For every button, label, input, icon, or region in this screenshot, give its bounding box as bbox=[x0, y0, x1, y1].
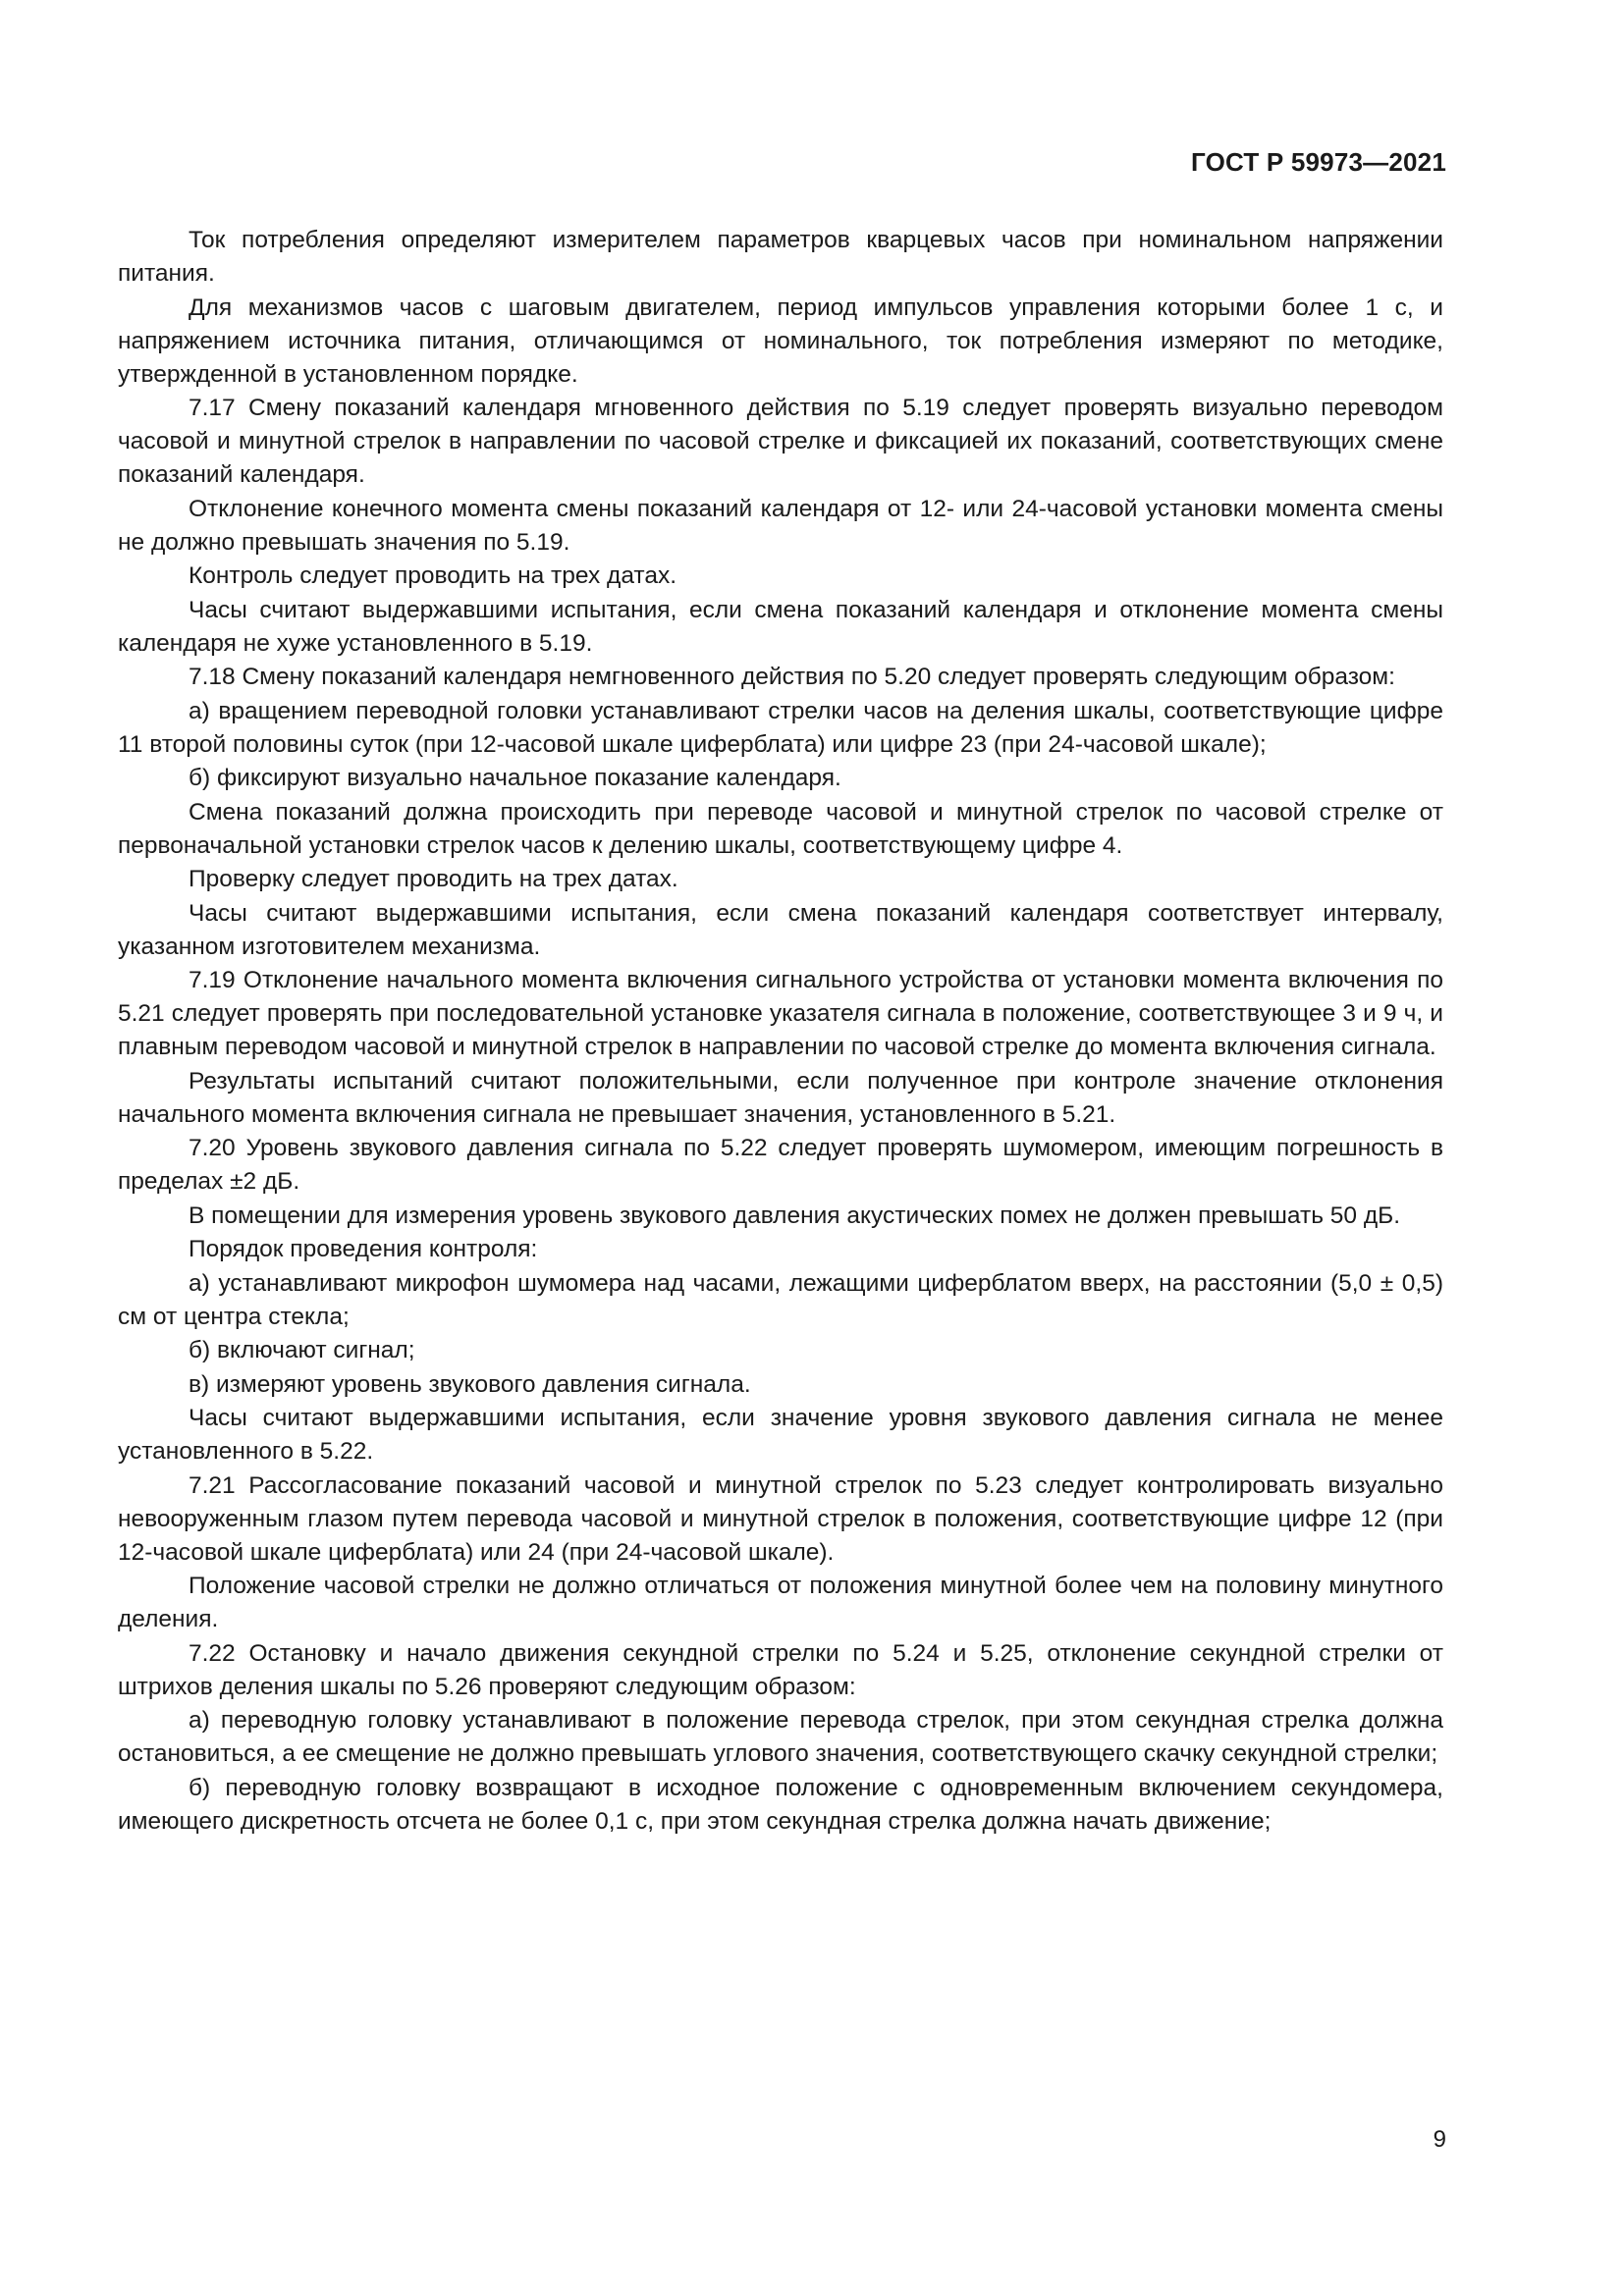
paragraph: Для механизмов часов с шаговым двигателем, период импульсов управления которыми более 1 с, и напряжением источника питания, отличающимся от номинального, ток потребления измеряют по методике, утвержденной в установленном порядке. bbox=[118, 294, 1443, 388]
paragraph: Результаты испытаний считают положительными, если полученное при контроле значение отклонения начального момента включения сигнала не превышает значения, установленного в 5.21. bbox=[118, 1067, 1443, 1128]
list-item: б) фиксируют визуально начальное показание календаря. bbox=[189, 765, 841, 791]
list-item: б) переводную головку возвращают в исходное положение с одновременным включением секундомера, имеющего дискретность отсчета не более 0,1 с, при этом секундная стрелка должна начать движение; bbox=[118, 1774, 1443, 1835]
paragraph-section-7-19: 7.19 Отклонение начального момента включения сигнального устройства от установки момента включения по 5.21 следует проверять при последовательной установке указателя сигнала в положение, соответствующее 3 и 9 ч, и плавным переводом часовой и минутной стрелок в направлении по часовой стрелке до момента включения сигнала. bbox=[118, 967, 1443, 1060]
list-item: а) устанавливают микрофон шумомера над часами, лежащими циферблатом вверх, на расстоянии (5,0 ± 0,5) см от центра стекла; bbox=[118, 1269, 1443, 1330]
paragraph-section-7-17: 7.17 Смену показаний календаря мгновенного действия по 5.19 следует проверять визуально переводом часовой и минутной стрелок в направлении по часовой стрелке и фиксацией их показаний, соответствующих смене показаний календаря. bbox=[118, 395, 1443, 488]
paragraph: В помещении для измерения уровень звукового давления акустических помех не должен превышать 50 дБ. bbox=[189, 1201, 1401, 1229]
paragraph-section-7-22: 7.22 Остановку и начало движения секундной стрелки по 5.24 и 5.25, отклонение секундной стрелки от штрихов деления шкалы по 5.26 проверяют следующим образом: bbox=[118, 1639, 1443, 1700]
paragraph: Порядок проведения контроля: bbox=[189, 1236, 538, 1262]
paragraph: Проверку следует проводить на трех датах. bbox=[189, 866, 678, 892]
paragraph-section-7-18: 7.18 Смену показаний календаря немгновенного действия по 5.20 следует проверять следующим образом: bbox=[189, 664, 1395, 690]
paragraph: Смена показаний должна происходить при переводе часовой и минутной стрелок по часовой стрелке от первоначальной установки стрелок часов к делению шкалы, соответствующему цифре 4. bbox=[118, 798, 1443, 859]
paragraph: Часы считают выдержавшими испытания, если значение уровня звукового давления сигнала не менее установленного в 5.22. bbox=[118, 1405, 1443, 1465]
paragraph: Ток потребления определяют измерителем параметров кварцевых часов при номинальном напряжении питания. bbox=[118, 227, 1443, 287]
paragraph: Положение часовой стрелки не должно отличаться от положения минутной более чем на половину минутного деления. bbox=[118, 1573, 1443, 1632]
document-body bbox=[118, 224, 1443, 1839]
paragraph-section-7-20: 7.20 Уровень звукового давления сигнала по 5.22 следует проверять шумомером, имеющим погрешность в пределах ±2 дБ. bbox=[118, 1135, 1443, 1195]
page-number: 9 bbox=[1433, 2126, 1446, 2153]
list-item: в) измеряют уровень звукового давления сигнала. bbox=[189, 1370, 751, 1398]
paragraph: Часы считают выдержавшими испытания, если смена показаний календаря и отклонение момента смены календаря не хуже установленного в 5.19. bbox=[118, 596, 1443, 657]
list-item: а) переводную головку устанавливают в положение перевода стрелок, при этом секундная стрелка должна остановиться, а ее смещение не должно превышать углового значения, соответствующего скачку секундной стрелки; bbox=[118, 1707, 1443, 1767]
document-code-header: ГОСТ Р 59973—2021 bbox=[1191, 147, 1446, 177]
paragraph: Отклонение конечного момента смены показаний календаря от 12- или 24-часовой установки момента смены не должно превышать значения по 5.19. bbox=[118, 495, 1443, 556]
list-item: б) включают сигнал; bbox=[189, 1337, 415, 1363]
paragraph-section-7-21: 7.21 Рассогласование показаний часовой и минутной стрелок по 5.23 следует контролировать визуально невооруженным глазом путем перевода часовой и минутной стрелок в положения, соответствующие цифре 12 (при 12-часовой шкале циферблата) или 24 (при 24-часовой шкале). bbox=[118, 1471, 1443, 1566]
paragraph: Контроль следует проводить на трех датах. bbox=[189, 562, 677, 589]
paragraph: Часы считают выдержавшими испытания, если смена показаний календаря соответствует интервалу, указанном изготовителем механизма. bbox=[118, 899, 1443, 960]
list-item: а) вращением переводной головки устанавливают стрелки часов на деления шкалы, соответствующие цифре 11 второй половины суток (при 12-часовой шкале циферблата) или цифре 23 (при 24-часовой шкале); bbox=[118, 697, 1443, 758]
